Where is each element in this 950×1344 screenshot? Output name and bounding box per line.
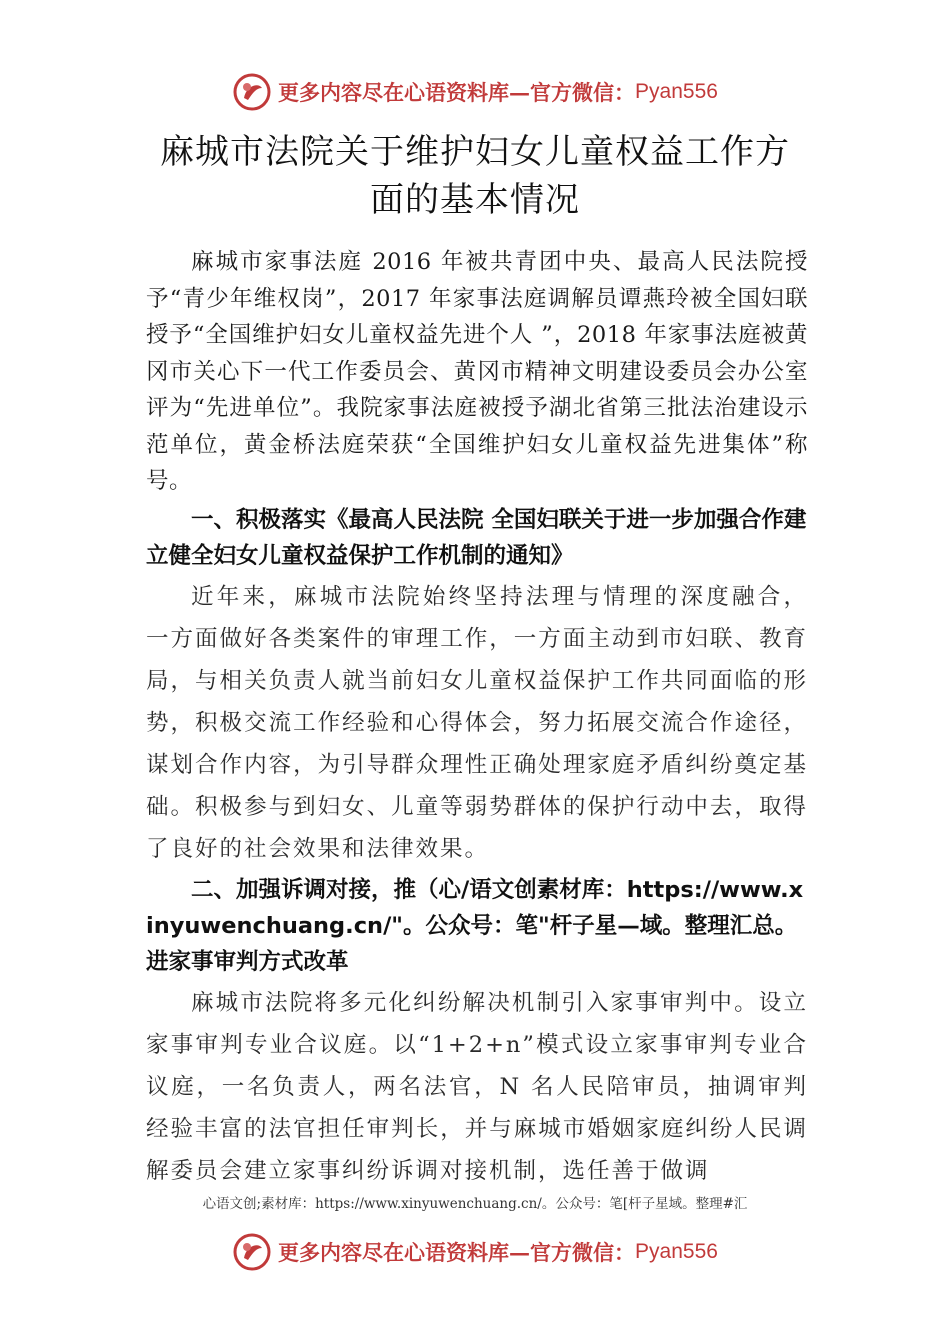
section-heading-2: 二、加强诉调对接，推（心/语文创素材库：https://www.xinyuwenchuang.cn/"。公众号：笔"杆子星—域。整理汇总。进家事审判方式改革 <box>146 876 804 975</box>
section-heading-1: 一、积极落实《最高人民法院 全国妇联关于进一步加强合作建立健全妇女儿童权益保护工作机制的通知》 <box>146 506 807 569</box>
banner-wechat-id: Pyan556 <box>635 1240 718 1263</box>
watermark-banner-top <box>0 70 950 114</box>
document-body <box>146 244 808 1192</box>
title-line-2: 面的基本情况 <box>370 180 580 220</box>
footer-watermark-text: 心语文创;素材库：https://www.xinyuwenchuang.cn/。公众号：笔[杆子星域。整理#汇 <box>202 1196 748 1212</box>
intro-paragraph: 麻城市家事法庭 2016 年被共青团中央、最高人民法院授予“青少年维权岗”，2017 年家事法庭调解员谭燕玲被全国妇联授予“全国维护妇女儿童权益先进个人 ”，2018 年家事法庭被黄冈市关心下一代工作委员会、黄冈市精神文明建设委员会办公室评为“先进单位”。我院家事法庭被授予湖北省第三批法治建设示范单位，黄金桥法庭荣获“全国维护妇女儿童权益先进集体”称号。 <box>146 249 808 494</box>
flower-logo-icon <box>232 1232 272 1272</box>
section-body-2: 麻城市法院将多元化纠纷解决机制引入家事审判中。设立家事审判专业合议庭。以“1+2+n”模式设立家事审判专业合议庭，一名负责人，两名法官，N 名人民陪审员，抽调审判经验丰富的法官担任审判长，并与麻城市婚姻家庭纠纷人民调解委员会建立家事纠纷诉调对接机制，选任善于做调 <box>146 989 808 1184</box>
banner-wechat-id: Pyan556 <box>635 80 718 103</box>
flower-logo-icon <box>232 72 272 112</box>
page-title <box>0 128 950 224</box>
watermark-banner-bottom <box>0 1230 950 1274</box>
section-body-1: 近年来，麻城市法院始终坚持法理与情理的深度融合， 一方面做好各类案件的审理工作，一方面主动到市妇联、教育局，与相关负责人就当前妇女儿童权益保护工作共同面临的形势，积极交流工作经验和心得体会，努力拓展交流合作途径，谋划合作内容，为引导群众理性正确处理家庭矛盾纠纷奠定基础。积极参与到妇女、儿童等弱势群体的保护行动中去，取得了良好的社会效果和法律效果。 <box>146 583 808 862</box>
title-line-1: 麻城市法院关于维护妇女儿童权益工作方 <box>160 132 790 172</box>
banner-text: 更多内容尽在心语资料库—官方微信： <box>278 1240 636 1265</box>
banner-text: 更多内容尽在心语资料库—官方微信： <box>278 80 636 105</box>
